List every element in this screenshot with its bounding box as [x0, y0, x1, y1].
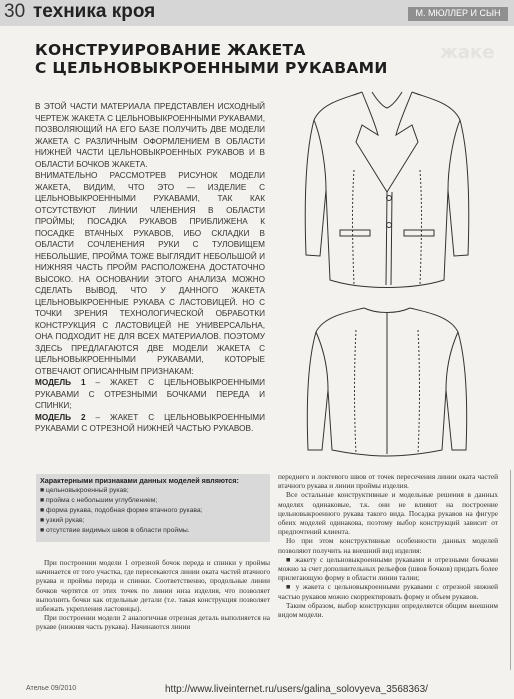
- section-title: техника кроя: [33, 1, 156, 22]
- characteristics-item: ■ пройма с небольшим углублением;: [40, 497, 158, 504]
- margin-line: [510, 470, 511, 670]
- intro-text: [35, 101, 265, 435]
- right-bullet-2: ■ у жакета с цельновыкроенными рукавами с отрезной нижней частью рукавов можно скорректировать форму и объем рукавов.: [278, 582, 499, 601]
- right-bullet-1: ■ жакету с цельновыкроенными рукавами и отрезными бочками можно за счет дополнительных рельефов (швов бочков) придать более прилегающую форму в области линии талии;: [278, 554, 498, 583]
- characteristics-item: ■ цельновыкроенный рукав;: [40, 487, 129, 494]
- page-number: 30: [4, 1, 26, 22]
- brand-badge: [408, 7, 508, 21]
- overleaf-ghost-text: жаке: [440, 42, 495, 63]
- model-1-text: – ЖАКЕТ С ЦЕЛЬНОВЫКРОЕННЫМИ РУКАВАМИ С ОТРЕЗНЫМИ БОЧКАМИ ПЕРЕДА И СПИНКИ;: [35, 378, 265, 410]
- right-column-text: [278, 472, 498, 619]
- model-2-line: [35, 412, 265, 435]
- characteristics-item: ■ форма рукава, подобная форме втачного рукава;: [40, 507, 203, 514]
- right-paragraph-1: Все остальные конструктивные и модельные решения в данных моделях одинаковые, т.к. они не влияют на построение цельновыкроенного рукава такого вида. Посадка рукавов на фигуре обеих моделей одинакова, поэтому выбор конструкций зависит от предпочтений клиента.: [278, 490, 498, 537]
- characteristics-item: ■ узкий рукав;: [40, 517, 85, 524]
- characteristics-title: Характерными признаками данных моделей являются:: [40, 476, 239, 485]
- model-1-label: МОДЕЛЬ 1: [35, 378, 86, 387]
- left-paragraph-1: При построении модели 1 отрезной бочок переда и спинки у проймы начинается от того участка, где пересекаются линии оката частей втачного рукава и проймы переда и спинки. Соответственно, продольные линии бочков чертятся от этих точек по линии низа изделия, что позволяет выполнить бочки как отдельные детали (т.е. такая конструкция позволяет избежать укрепления ластовицы).: [36, 558, 270, 614]
- right-paragraph-0: переднего и локтевого швов от точек пересечения линии оката частей втачного рукава и линии проймы изделия.: [278, 472, 498, 491]
- model-2-label: МОДЕЛЬ 2: [35, 412, 86, 422]
- jacket-front-illustration: [292, 80, 482, 295]
- characteristics-item: ■ отсутствие видимых швов в области проймы.: [40, 527, 190, 534]
- right-paragraph-2: Но при этом конструктивные особенности данных моделей позволяют получить на внешний вид изделия:: [278, 536, 498, 555]
- intro-paragraph-2: ВНИМАТЕЛЬНО РАССМОТРЕВ РИСУНОК МОДЕЛИ ЖАКЕТА, ВИДИМ, ЧТО ЭТО — ИЗДЕЛИЕ С ЦЕЛЬНОВЫКРОЕННЫМИ РУКАВАМИ, ТАК КАК ОТСУТСТВУЮТ ЛИНИИ ЧЛЕНЕНИЯ В ОБЛАСТИ ПРОЙМЫ; ПОСАДКА РУКАВОВ ПРИБЛИЖЕНА К ПОСАДКЕ ВТАЧНЫХ РУКАВОВ, ИБО СКЛАДКИ В ОБЛАСТИ СОЧЛЕНЕНИЯ РУКИ С ТУЛОВИЩЕМ НЕБОЛЬШИЕ, ПРОЙМА ТОЖЕ ВЫГЛЯДИТ НЕБОЛЬШОЙ И НИЖНЯЯ ЧАСТЬ ПРОЙМ РАСПОЛОЖЕНА ДОСТАТОЧНО ВЫСОКО. НА ОСНОВАНИИ ЭТОГО АНАЛИЗА МОЖНО СДЕЛАТЬ ВЫВОД, ЧТО У ДАННОГО ЖАКЕТА ЦЕЛЬНОВЫКРОЕННЫЕ РУКАВА С ЛАСТОВИЦЕЙ. НО С ТОЧКИ ЗРЕНИЯ ТЕХНОЛОГИЧЕСКОЙ ОБРАБОТКИ КОНСТРУКЦИЯ С ЛАСТОВИЦЕЙ НЕ УНИВЕРСАЛЬНА, ОНА ПОДХОДИТ НЕ ДЛЯ ВСЕХ МАТЕРИАЛОВ. ПОЭТОМУ ЗДЕСЬ ПРЕДЛАГАЮТСЯ ДВЕ МОДЕЛИ ЖАКЕТА С ЦЕЛЬНОВЫКРОЕННЫМИ РУКАВАМИ, КОТОРЫЕ ОТВЕЧАЮТ ОПИСАННЫМ ПРИЗНАКАМ:: [35, 171, 265, 376]
- issue-label: Ателье 09/2010: [26, 685, 77, 692]
- model-2-text: – ЖАКЕТ С ЦЕЛЬНОВЫКРОЕННЫМИ РУКАВАМИ С ОТРЕЗНОЙ НИЖНЕЙ ЧАСТЬЮ РУКАВОВ.: [35, 412, 265, 433]
- characteristics-box: [36, 474, 270, 542]
- page-header: [0, 0, 514, 26]
- source-url[interactable]: http://www.liveinternet.ru/users/galina_solovyeva_3568363/: [165, 684, 428, 695]
- right-paragraph-3: Таким образом, выбор конструкции определяется общим внешним видом модели.: [278, 600, 498, 620]
- article-title-line2: С ЦЕЛЬНОВЫКРОЕННЫМИ РУКАВАМИ: [35, 59, 388, 77]
- left-paragraph-2: При построении модели 2 аналогичная отрезная деталь выполняется на рукаве (нижняя часть рукава). Начинаются линии: [36, 613, 270, 632]
- intro-paragraph-1: В ЭТОЙ ЧАСТИ МАТЕРИАЛА ПРЕДСТАВЛЕН ИСХОДНЫЙ ЧЕРТЕЖ ЖАКЕТА С ЦЕЛЬНОВЫКРОЕННЫМИ РУКАВАМИ, ПОЗВОЛЯЮЩИЙ НА ЕГО БАЗЕ ПОЛУЧИТЬ ДВЕ МОДЕЛИ ЖАКЕТА С РАЗЛИЧНЫМ ОФОРМЛЕНИЕМ В ОБЛАСТИ НИЖНЕЙ ЧАСТИ ЦЕЛЬНОВЫКРОЕННЫХ РУКАВОВ И В ОБЛАСТИ БОЧКОВ ЖАКЕТА.: [35, 102, 265, 169]
- jacket-back-illustration: [292, 300, 482, 460]
- left-column-text: [36, 558, 270, 632]
- brand-label: М. МЮЛЛЕР И СЫН: [415, 8, 501, 18]
- article-title-line1: КОНСТРУИРОВАНИЕ ЖАКЕТА: [35, 41, 306, 59]
- model-1-line: [35, 377, 265, 412]
